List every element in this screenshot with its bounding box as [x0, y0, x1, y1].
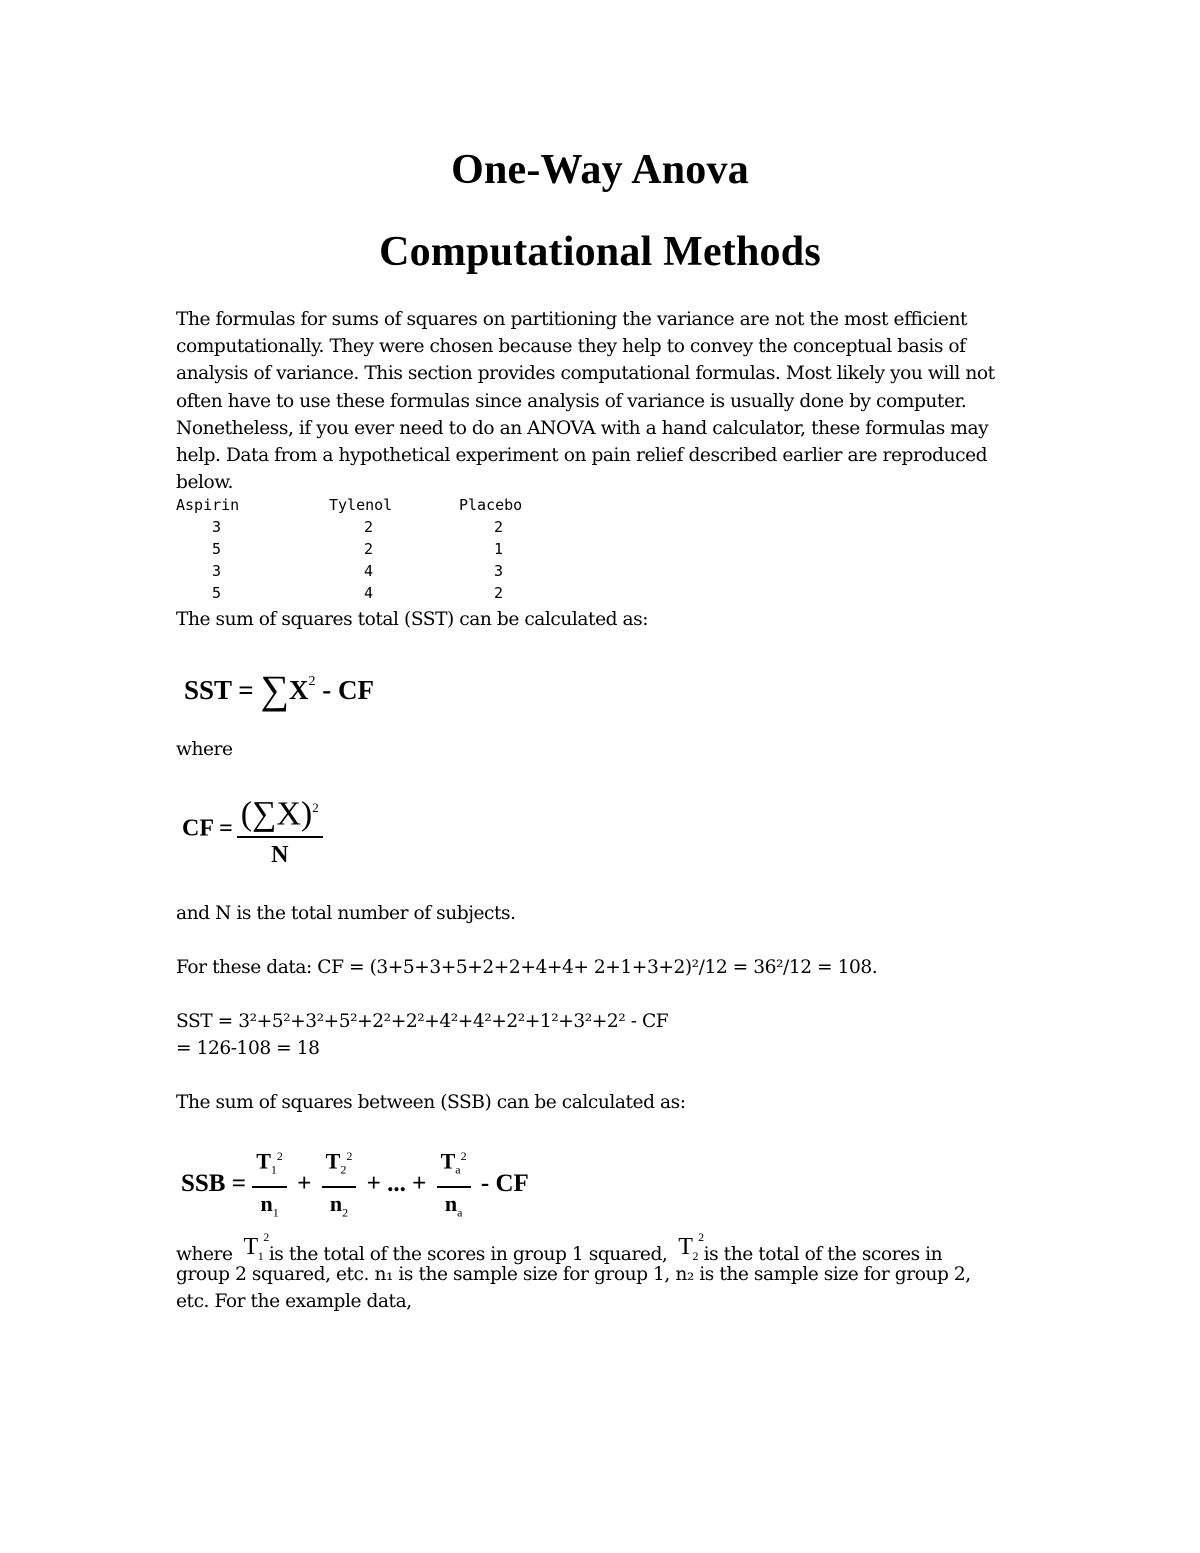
sst-calculation-2: = 126-108 = 18: [176, 1038, 320, 1059]
n-definition: and N is the total number of subjects.: [176, 903, 516, 924]
t-superscript: 2: [346, 1149, 353, 1163]
t-superscript: 2: [698, 1230, 704, 1244]
t-subscript: 1: [257, 1248, 264, 1263]
table-cell: 4: [364, 562, 374, 580]
ssb-term-2-den: [322, 1188, 357, 1226]
table-cell: 4: [364, 584, 374, 602]
ssb-lhs: SSB =: [181, 1170, 246, 1198]
sst-intro: The sum of squares total (SST) can be calculated as:: [176, 609, 649, 630]
cf-numerator-text: (∑X): [240, 795, 313, 833]
where-label: where: [176, 739, 233, 760]
t-symbol: T: [440, 1148, 456, 1174]
page-subtitle: Computational Methods: [379, 229, 821, 275]
sigma-symbol: ∑: [260, 667, 289, 712]
t2-squared-symbol: [678, 1230, 704, 1263]
cf-numerator: [237, 788, 323, 838]
t1-squared-symbol: [243, 1230, 269, 1263]
t-symbol: T: [256, 1148, 271, 1174]
n-subscript: a: [457, 1205, 463, 1220]
table-header: Tylenol: [329, 496, 393, 514]
n-symbol: n: [260, 1190, 273, 1216]
ssb-term-1-num: [252, 1142, 287, 1188]
table-cell: 3: [212, 518, 222, 536]
plus-sign: +: [297, 1170, 312, 1198]
cf-denominator: N: [271, 842, 289, 869]
ssb-term-a: [437, 1142, 471, 1226]
t2-description: is the total of the scores in: [703, 1244, 943, 1265]
table-cell: 2: [494, 518, 504, 536]
table-header: Placebo: [459, 496, 523, 514]
t-subscript: 2: [340, 1162, 347, 1177]
t-subscript: a: [455, 1162, 461, 1177]
table-cell: 3: [494, 562, 504, 580]
table-cell: 2: [364, 540, 374, 558]
ssb-intro: The sum of squares between (SSB) can be calculated as:: [176, 1092, 686, 1113]
ssb-term-a-den: [437, 1188, 471, 1226]
table-cell: 1: [494, 540, 504, 558]
sst-calculation-1: SST = 3²+5²+3²+5²+2²+2²+4²+4²+2²+1²+3²+2² - CF: [176, 1011, 669, 1032]
t-superscript: 2: [263, 1230, 269, 1244]
cf-calculation: For these data: CF = (3+5+3+5+2+2+4+4+ 2+1+3+2)²/12 = 36²/12 = 108.: [176, 957, 878, 978]
sst-lhs: SST =: [184, 675, 254, 705]
t-symbol: T: [325, 1148, 341, 1174]
t-subscript: 2: [692, 1248, 699, 1263]
ssb-term-1-den: [252, 1188, 287, 1226]
where-word: where: [176, 1244, 233, 1265]
table-cell: 3: [212, 562, 222, 580]
table-cell: 5: [212, 584, 222, 602]
n-subscript: 2: [342, 1205, 349, 1220]
cf-lhs: CF =: [182, 815, 233, 842]
t-subscript: 1: [270, 1162, 277, 1177]
n-symbol: n: [444, 1190, 458, 1216]
cf-exponent: 2: [312, 800, 319, 815]
intro-paragraph: The formulas for sums of squares on partitioning the variance are not the most efficient computationally. They were chosen because they help to convey the conceptual basis of analysis of variance. This section provides computational formulas. Most likely you will not often have to use these formulas since analysis of variance is usually done by computer. Nonetheless, if you ever need to do an ANOVA with a hand calculator, these formulas may help. Data from a hypothetical experiment on pain relief described earlier are reproduced below.: [176, 309, 995, 494]
sst-tail: - CF: [322, 675, 374, 705]
t-superscript: 2: [460, 1149, 467, 1163]
cf-formula: [182, 788, 323, 870]
table-header: Aspirin: [176, 496, 240, 514]
table-cell: 5: [212, 540, 222, 558]
ssb-term-2: [322, 1142, 357, 1226]
ssb-tail: - CF: [480, 1170, 529, 1198]
t-superscript: 2: [276, 1149, 283, 1163]
sst-formula: [184, 662, 374, 712]
t-symbol: T: [678, 1234, 693, 1260]
sst-exponent: 2: [308, 674, 316, 689]
ellipsis: + ... +: [366, 1170, 427, 1198]
table-cell: 2: [364, 518, 374, 536]
ssb-term-a-num: [437, 1142, 471, 1188]
t-symbol: T: [243, 1234, 258, 1260]
t1-description: is the total of the scores in group 1 squared,: [268, 1244, 668, 1265]
ssb-term-1: [252, 1142, 287, 1226]
sst-variable: X: [288, 675, 309, 705]
where-explanation-line-2: group 2 squared, etc. n₁ is the sample size for group 1, n₂ is the sample size for group 2,: [176, 1264, 971, 1285]
cf-fraction: [237, 788, 323, 870]
ssb-term-2-num: [322, 1142, 357, 1188]
ssb-formula: [181, 1142, 529, 1226]
table-cell: 2: [494, 584, 504, 602]
n-symbol: n: [329, 1190, 343, 1216]
n-subscript: 1: [272, 1205, 279, 1220]
page-title: One-Way Anova: [451, 147, 749, 193]
where-explanation-line-3: etc. For the example data,: [176, 1291, 412, 1312]
